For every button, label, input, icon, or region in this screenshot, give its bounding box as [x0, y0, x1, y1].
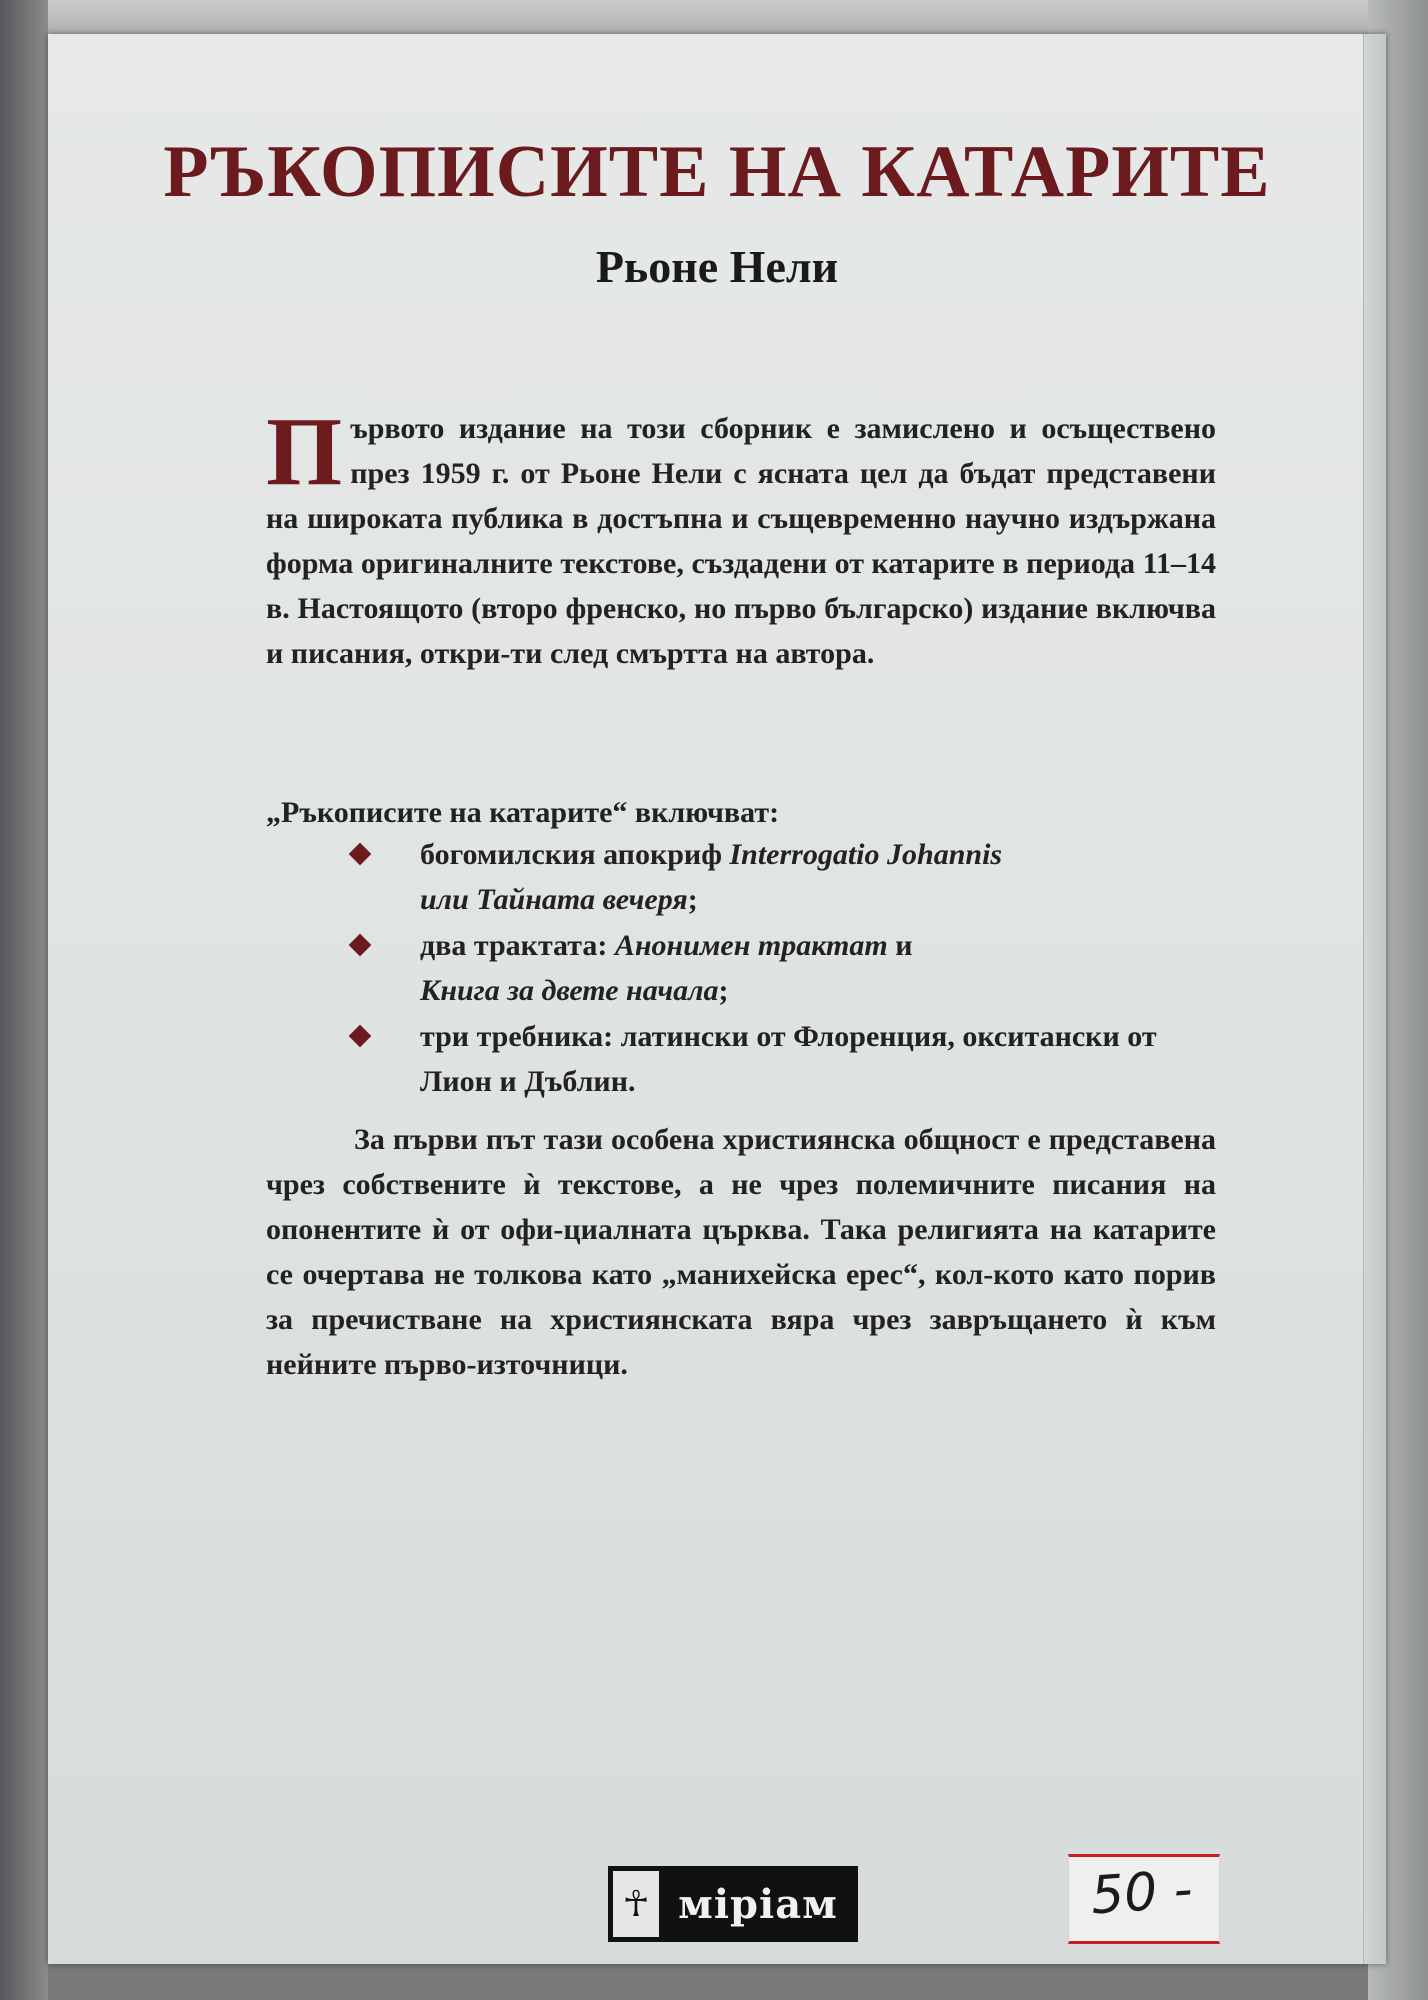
background-left: [0, 0, 48, 2000]
list-item-italic: Книга за двете начала: [420, 974, 719, 1007]
intro-paragraph: [266, 398, 1216, 676]
list-item-italic: или Тайната вечеря: [420, 883, 688, 916]
list-item-text: ;: [718, 974, 729, 1007]
list-item-text: и: [887, 929, 913, 962]
list-item-text: три требника: латински от Флоренция, окситански от Лион и Дъблин.: [420, 1020, 1157, 1098]
closing-paragraph: За първи път тази особена християнска общност е представена чрез собствените ѝ текстове, а не чрез полемичните писания на опонентите ѝ от офи-циалната църква. Така религията на катарите се очертава не толкова като „манихейска ерес“, кол-кото като порив за пречистване на християнската вяра чрез завръщането ѝ към нейните първо-източници.: [266, 1123, 1216, 1381]
list-item-italic: Interrogatio Johannis: [729, 838, 1003, 871]
price-text: 50 -: [1089, 1859, 1195, 1927]
publisher-name: міріам: [678, 1880, 838, 1928]
diamond-bullet-icon: [349, 1025, 372, 1048]
list-item-text: два трактата:: [420, 929, 615, 962]
diamond-bullet-icon: [349, 843, 372, 866]
contents-list: [348, 832, 1228, 1105]
cover-edge: [1363, 34, 1386, 1964]
list-item-italic: Анонимен трактат: [614, 929, 888, 962]
intro-text: ървото издание на този сборник е замислено и осъществено през 1959 г. от Рьоне Нели с ясната цел да бъдат представени на широката публика в достъпна и същевременно научно издържана форма оригиналните текстове, създадени от катарите в периода 11–14 в. Настоящото (второ френско, но първо българско) издание включва и писания, откри-ти след смъртта на автора.: [266, 412, 1216, 670]
list-item-text: ;: [687, 883, 698, 916]
list-item: [348, 923, 1228, 1013]
list-item: [348, 1014, 1228, 1104]
book-back-cover: [48, 34, 1386, 1964]
price-sticker: [1068, 1854, 1220, 1944]
list-item: [348, 832, 1228, 922]
publisher-logo: [608, 1866, 858, 1942]
ankh-icon: ☥: [611, 1869, 661, 1939]
book-author: Рьоне Нели: [595, 241, 839, 292]
diamond-bullet-icon: [349, 934, 372, 957]
drop-cap: П: [266, 398, 343, 506]
list-item-text: богомилския апокриф: [420, 838, 730, 871]
contents-intro: „Ръкописите на катарите“ включват:: [266, 796, 780, 829]
book-title: РЪКОПИСИТЕ НА КАТАРИТЕ: [163, 131, 1271, 213]
